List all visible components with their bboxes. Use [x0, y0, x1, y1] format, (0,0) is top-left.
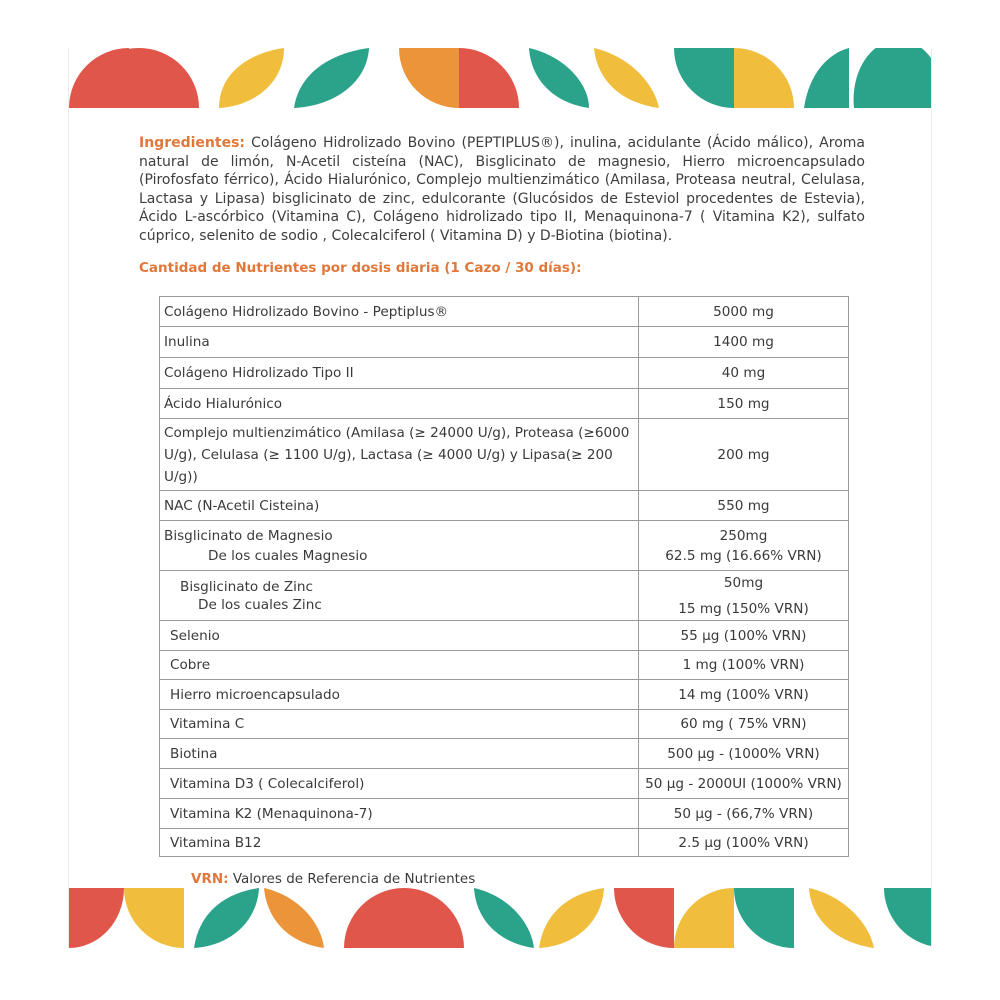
vrn-label: VRN: — [191, 871, 229, 887]
nutrient-value: 550 mg — [639, 491, 849, 521]
table-row — [160, 571, 849, 621]
nutrient-name: Ácido Hialurónico — [160, 389, 639, 419]
nutrient-value: 50 µg - 2000UI (1000% VRN) — [639, 769, 849, 799]
nutrient-value: 150 mg — [639, 389, 849, 419]
nutrient-name: Selenio — [160, 621, 639, 651]
nutrient-value-cell — [639, 571, 849, 621]
label-panel — [68, 48, 932, 948]
nutrient-name: Vitamina D3 ( Colecalciferol) — [160, 769, 639, 799]
nutrient-name: Vitamina K2 (Menaquinona-7) — [160, 799, 639, 829]
nutrient-value: 55 µg (100% VRN) — [639, 621, 849, 651]
table-row — [160, 651, 849, 680]
nutrients-table — [159, 296, 849, 857]
nutrient-name: Colágeno Hidrolizado Bovino - Peptiplus® — [160, 297, 639, 327]
nutrient-subname: De los cuales Magnesio — [208, 547, 368, 564]
nutrient-value: 500 µg - (1000% VRN) — [639, 739, 849, 769]
nutrient-value: 50mg — [723, 574, 764, 591]
ingredients-paragraph — [139, 134, 865, 246]
decorative-pattern-top — [69, 48, 931, 108]
nutrient-name: Biotina — [160, 739, 639, 769]
table-row — [160, 799, 849, 829]
nutrient-value: 40 mg — [639, 358, 849, 389]
nutrient-name: Vitamina C — [160, 710, 639, 739]
table-row — [160, 710, 849, 739]
nutrient-value: 2.5 µg (100% VRN) — [639, 829, 849, 857]
nutrient-name-cell — [160, 521, 639, 571]
nutrient-name: Vitamina B12 — [160, 829, 639, 857]
nutrient-value: 200 mg — [639, 419, 849, 491]
nutrient-value: 14 mg (100% VRN) — [639, 680, 849, 710]
nutrient-name: Inulina — [160, 327, 639, 358]
table-row — [160, 680, 849, 710]
table-row — [160, 521, 849, 571]
nutrient-subvalue: 15 mg (150% VRN) — [678, 600, 809, 617]
nutrient-value: 5000 mg — [639, 297, 849, 327]
nutrient-name-cell — [160, 571, 639, 621]
nutrient-value: 1 mg (100% VRN) — [639, 651, 849, 680]
nutrient-subname: De los cuales Zinc — [198, 596, 322, 613]
table-row — [160, 419, 849, 491]
nutrient-value: 1400 mg — [639, 327, 849, 358]
nutrient-value: 50 µg - (66,7% VRN) — [639, 799, 849, 829]
table-row — [160, 829, 849, 857]
nutrient-name: Complejo multienzimático (Amilasa (≥ 24000 U/g), Proteasa (≥6000 U/g), Celulasa (≥ 1100 U/g), Lactasa (≥ 4000 U/g) y Lipasa(≥ 200 U/g)) — [160, 419, 639, 491]
nutrient-value-cell — [639, 521, 849, 571]
ingredients-label: Ingredientes: — [139, 135, 245, 151]
vrn-text: Valores de Referencia de Nutrientes — [228, 871, 476, 887]
table-row — [160, 769, 849, 799]
table-row — [160, 358, 849, 389]
table-row — [160, 491, 849, 521]
nutrient-name: Colágeno Hidrolizado Tipo II — [160, 358, 639, 389]
nutrient-name: Bisglicinato de Magnesio — [164, 527, 333, 544]
table-row — [160, 739, 849, 769]
table-row — [160, 389, 849, 419]
ingredients-text: Colágeno Hidrolizado Bovino (PEPTIPLUS®), inulina, acidulante (Ácido málico), Aroma natural de limón, N-Acetil cisteína (NAC), Bisglicinato de magnesio, Hierro microencapsulado (Pirofosfato férrico), Ácido Hialurónico, Complejo multienzimático (Amilasa, Proteasa neutral, Celulasa, Lactasa y Lipasa) bisglicinato de zinc, edulcorante (Glucósidos de Esteviol procedentes de Estevia), Ácido L-ascórbico (Vitamina C), Colágeno hidrolizado tipo II, Menaquinona-7 ( Vitamina K2), sulfato cúprico, selenito de sodio , Colecalciferol ( Vitamina D) y D-Biotina (biotina). — [139, 135, 865, 244]
nutrient-name: Hierro microencapsulado — [160, 680, 639, 710]
decorative-pattern-bottom — [69, 888, 931, 948]
nutrient-name: NAC (N-Acetil Cisteina) — [160, 491, 639, 521]
nutrient-name: Cobre — [160, 651, 639, 680]
table-row — [160, 621, 849, 651]
nutrient-name: Bisglicinato de Zinc — [180, 578, 314, 595]
table-row — [160, 297, 849, 327]
nutrient-value: 60 mg ( 75% VRN) — [639, 710, 849, 739]
nutrient-value: 250mg — [719, 527, 768, 544]
nutrients-table-title: Cantidad de Nutrientes por dosis diaria (1 Cazo / 30 días): — [139, 260, 582, 276]
vrn-footnote — [191, 871, 475, 887]
nutrient-subvalue: 62.5 mg (16.66% VRN) — [665, 547, 822, 564]
table-row — [160, 327, 849, 358]
